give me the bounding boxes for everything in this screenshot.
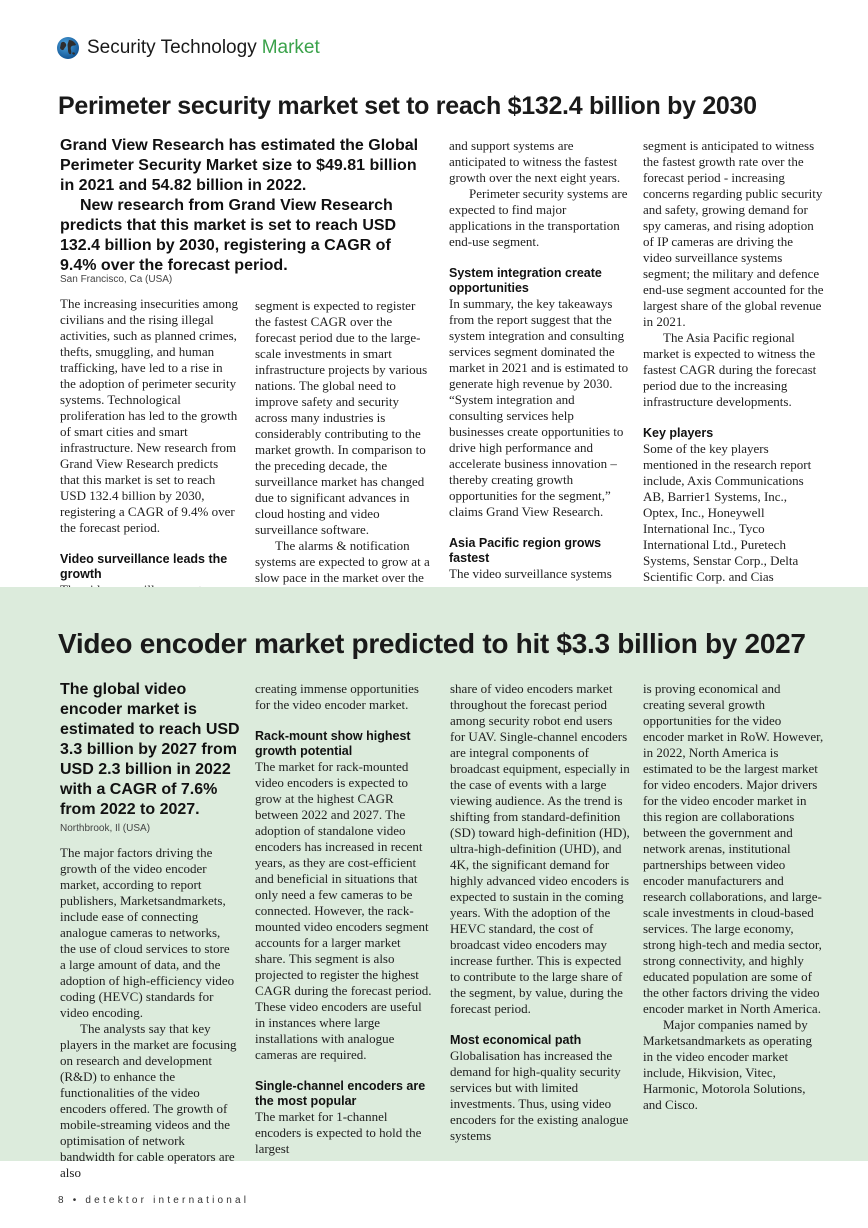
paragraph: In summary, the key takeaways from the report suggest that the system integration and consulting services segment dominated the market in 2021 and is estimated to generate high revenue by 2030. “System integration and consulting services help businesses create opportunities to drive high performance and accelerate business innovation – thereby creating growth opportunities for the segment,” claims Grand View Research.	[449, 296, 629, 519]
paragraph: The market for rack-mounted video encoders is expected to grow at the highest CAGR between 2022 and 2027. The adoption of standalone video encoders has increased in recent years, as they are cost-efficient and beneficial in situations that only need a few cameras to be connected. However, the rack-mounted video encoders segment accounts for a larger market share. This segment is also projected to register the highest CAGR during the forecast period. These video encoders are useful in instances where large installations with analogue cameras are required.	[255, 759, 432, 1062]
article2-column-1	[60, 845, 238, 1181]
subheading-video-surveillance: Video surveillance leads the growth	[60, 552, 228, 581]
subheading-system-integration: System integration create opportunities	[449, 266, 602, 295]
article1-column-3	[449, 138, 629, 582]
paragraph: Perimeter security systems are expected to find major applications in the transportation end-use segment.	[449, 186, 628, 249]
article2-column-2	[255, 681, 433, 1157]
article1-column-1	[60, 296, 238, 598]
paragraph: share of video encoders market throughout the forecast period among security robot end users for UAV. Single-channel encoders are integral components of broadcast equipment, especially in the case of events with a large viewing audience. As the trend is shifting from standard-definition (SD) toward high-definition (HD), ultra-high-definition (UHD), and 4K, the significant demand for highly advanced video encoders is expected to sustain in the coming years. With the adoption of the HEVC standard, the cost of broadcast video encoders may increase further. This is expected to contribute to the large share of the segment, by value, during the forecast period.	[450, 681, 630, 1016]
paragraph: Major companies named by Marketsandmarkets as operating in the video encoder market include, Hikvision, Vitec, Harmonic, Motorola Solutions, and Cisco.	[643, 1017, 812, 1112]
article1-lead-p1: Grand View Research has estimated the Global Perimeter Security Market size to $49.81 billion in 2021 and 54.82 billion in 2022.	[60, 137, 419, 194]
article2-column-4	[643, 681, 825, 1113]
paragraph: segment is expected to register the fastest CAGR over the forecast period due to the large-scale investments in smart infrastructure projects by various nations. The global need to improve safety and security across many industries is considerably contributing to the market growth. In comparison to the preceding decade, the surveillance market has changed due to significant advances in cloud hosting and video surveillance software.	[255, 298, 428, 537]
page-footer: 8 • detektor international	[58, 1195, 250, 1206]
section-title: Security Technology	[87, 37, 257, 58]
article2-dateline: Northbrook, Il (USA)	[60, 823, 151, 834]
article1-column-4	[643, 138, 825, 601]
article2-lead-p1: The global video encoder market is estimated to reach USD 3.3 billion by 2027 from USD 2.3 billion in 2022 with a CAGR of 7.6% from 2022 to 2027.	[60, 681, 240, 818]
article2-column-3	[450, 681, 630, 1144]
paragraph: The market for 1-channel encoders is expected to hold the largest	[255, 1109, 422, 1156]
globe-icon	[56, 36, 80, 60]
article1-lead-p2: New research from Grand View Research predicts that this market is set to reach USD 132.4 billion by 2030, registering a CAGR of 9.4% over the forecast period.	[60, 197, 397, 274]
subheading-rack-mount: Rack-mount show highest growth potential	[255, 729, 411, 758]
paragraph: The increasing insecurities among civilians and the rising illegal activities, such as planned crimes, thefts, smuggling, and human trafficking, have led to a rise in the adoption of perimeter security systems. Technological proliferation has led to the growth of smart cities and smart infrastructure. New research from Grand View Research predicts that this market is set to reach USD 132.4 billion by 2030, registering a CAGR of 9.4% over the forecast period.	[60, 296, 238, 535]
section-title-accent: Market	[261, 37, 320, 58]
section-header	[56, 35, 320, 61]
paragraph: creating immense opportunities for the video encoder market.	[255, 681, 419, 712]
paragraph: The video surveillance systems	[449, 566, 612, 581]
article1-headline: Perimeter security market set to reach $132.4 billion by 2030	[58, 92, 757, 120]
subheading-key-players: Key players	[643, 426, 714, 440]
paragraph: Globalisation has increased the demand for high-quality security services but with limited investments. Thus, using video encoders for the existing analogue systems	[450, 1048, 629, 1143]
paragraph: The analysts say that key players in the market are focusing on research and development (R&D) to enhance the functionalities of the video encoders offered. The growth of mobile-streaming videos and the optimisation of network bandwidth for cable operators are also	[60, 1021, 237, 1180]
article1-lead	[60, 136, 420, 276]
article2-lead	[60, 680, 242, 820]
article2-headline: Video encoder market predicted to hit $3.3 billion by 2027	[58, 628, 806, 659]
paragraph: The alarms & notification systems are expected to grow at a slow pace in the market over the	[255, 538, 430, 585]
subheading-single-channel: Single-channel encoders are the most popular	[255, 1079, 426, 1108]
subheading-most-economical: Most economical path	[450, 1033, 582, 1047]
article1-column-2	[255, 298, 433, 602]
paragraph: The major factors driving the growth of the video encoder market, according to report publishers, Marketsandmarkets, include ease of connecting analogue cameras to networks, the use of cloud services to store a large amount of data, and the adoption of high-efficiency video coding (HEVC) standards for video encoding.	[60, 845, 235, 1020]
paragraph: segment is anticipated to witness the fastest growth rate over the forecast period - increasing concerns regarding public security and safety, growing demand for spy cameras, and rising adoption of IP cameras are driving the video surveillance systems segment; the military and defence end-use segment accounted for the largest share of the global revenue in 2021.	[643, 138, 824, 329]
article1-dateline: San Francisco, Ca (USA)	[60, 274, 173, 285]
subheading-asia-pacific: Asia Pacific region grows fastest	[449, 536, 602, 565]
paragraph: is proving economical and creating several growth opportunities for the video encoder market in RoW. However, in 2022, North America is estimated to be the largest market for video encoders. Major drivers for the video encoder market in this region are collaborations between the government and network arenas, institutional partnerships between video encoder manufacturers and research collaborations, and large-scale investments in cloud-based services. The large economy, strong high-tech and media sector, strong connectivity, and highly educated population are some of the other factors driving the video encoder market in North America.	[643, 681, 824, 1016]
paragraph: and support systems are anticipated to witness the fastest growth over the next eight years.	[449, 138, 621, 185]
paragraph: Some of the key players mentioned in the research report include, Axis Communications AB, Barrier1 Systems, Inc., Optex, Inc., Honeywell International Inc., Tyco International Ltd., Puretech Systems, Senstar Corp., Delta Scientific Corp. and Cias	[643, 441, 812, 584]
paragraph: The Asia Pacific regional market is expected to witness the fastest CAGR during the forecast period due to the increasing infrastructure developments.	[643, 330, 817, 409]
